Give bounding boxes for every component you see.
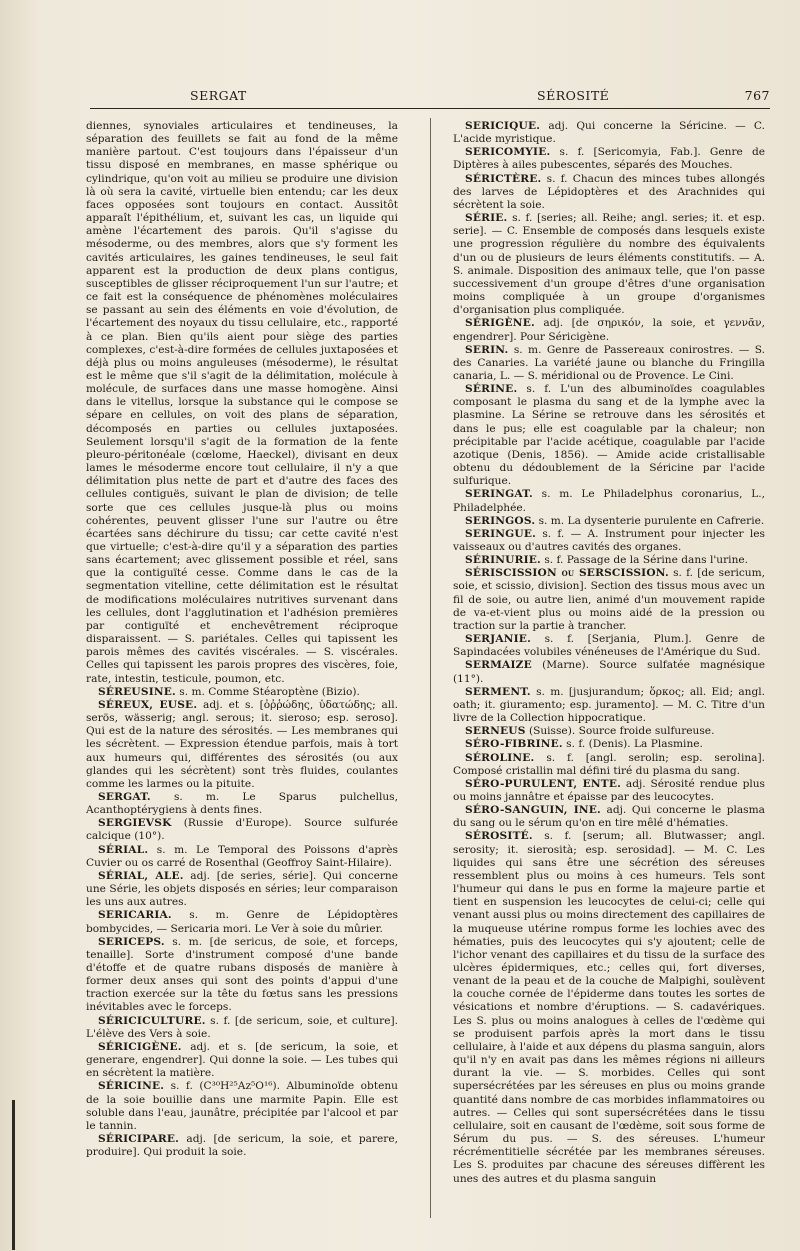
- entry-headword: SERINGUE.: [465, 527, 537, 540]
- entry-definition: (Russie d'Europe). Source sulfurée calcique (10°).: [86, 817, 398, 843]
- dictionary-entry: [453, 830, 765, 1185]
- entry-headword: SÉRICINE.: [98, 1080, 165, 1093]
- header-center-word: SÉROSITÉ: [537, 88, 610, 103]
- entry-definition: s. f. — A. Instrument pour injecter les vaisseaux ou d'autres cavités des organes.: [453, 527, 765, 553]
- entry-definition: s. f. [Sericomyia, Fab.]. Genre de Diptères à ailes pubescentes, séparés des Mouches.: [453, 146, 765, 172]
- entry-headword: SERNEUS: [465, 725, 526, 738]
- dictionary-entry: [86, 909, 398, 935]
- dictionary-entry: [86, 817, 398, 843]
- entry-definition: s. f. [serum; all. Blutwasser; angl. serosity; it. sierosità; esp. serosidad]. — M. C. Les liquides qui sans être une sécrétion des séreuses ressemblent plus ou moins à ces humeurs. Tels sont l'humeur qui dans le pus en forme la majeure partie et tient en suspension les leucocytes de celui-ci; celle qui venant aussi plus ou moins directement des capillaires de la muqueuse utérine rompus forme les lochies avec des hématies, puis des leucocytes qui s'y ajoutent; celle de l'ichor venant des capillaires et du tissu de la surface des ulcères épidermiques, etc.; celles qui, fort diverses, venant de la peau et de la couche de Malpighi, soulèvent la couche cornée de l'épiderme dans toutes les sortes de vésications et nombre d'éruptions. — S. cadavériques. Les S. plus ou moins analogues à celles de l'œdème qui se produisent parfois après la mort dans le tissu cellulaire, à l'aide et aux dépens du plasma sanguin, alors qu'il n'y en avait pas dans les mêmes régions ni ailleurs durant la vie. — S. morbides. Celles qui sont supersécrétées par les séreuses en plus ou moins grande quantité dans nombre de cas morbides inflammatoires ou autres. — Celles qui sont supersécrétées dans le tissu cellulaire, soit en causant de l'œdème, soit sous forme de Sérum du pus. — S. des séreuses. L'humeur récrémentitielle sécrétée par les membranes séreuses. Les S. produites par chacune des séreuses diffèrent les unes des autres et du plasma sanguin: [453, 830, 765, 1185]
- dictionary-entry: [453, 686, 765, 725]
- entry-definition: s. f. (C³⁰H²⁵Az⁵O¹⁶). Albuminoïde obtenu de la soie bouillie dans une marmite Papin. Elle est soluble dans l'eau, jaunâtre, précipitée par l'alcool et par le tannin.: [86, 1080, 398, 1132]
- running-header: [50, 88, 770, 110]
- entry-definition: adj. Qui concerne le plasma du sang ou le sérum qu'on en tire mêlé d'hématies.: [453, 804, 765, 830]
- dictionary-entry: [453, 567, 765, 633]
- entry-definition: adj. [de sericum, la soie, et parere, produire]. Qui produit la soie.: [86, 1133, 398, 1159]
- dictionary-entry: [453, 344, 765, 383]
- page-number: 767: [744, 88, 770, 103]
- entry-definition: diennes, synoviales articulaires et tendineuses, la séparation des feuillets se fait au fond de la même manière partout. C'est toujours dans l'épaisseur d'un tissu disposé en membranes, en masse sphérique ou cylindrique, qu'on voit au milieu se produire une division là où sera la cavité, virtuelle bien entendu; car les deux faces opposées sont toujours en contact. Aussitôt apparaît l'épithélium, et, suivant les cas, un liquide qui amène l'écartement des parois. Qu'il s'agisse du mésoderme, ou des membres, alors que s'y forment les cavités articulaires, les gaines tendineuses, le seul fait apparent est la production de deux plans contigus, susceptibles de glisser réciproquement l'un sur l'autre; et ce fait est la conséquence de phénomènes moléculaires se passant au sein des éléments en voie d'évolution, de l'écartement des noyaux du tissu cellulaire, etc., rapporté à ce plan. Bien qu'ils aient pour siège des parties complexes, c'est-à-dire formées de cellules juxtaposées et déjà plus ou moins anguleuses (mésoderme), le résultat est le même que s'il s'agit de la délimitation, molécule à molécule, de surfaces dans une masse homogène. Ainsi dans le vitellus, lorsque la substance qui le compose se sépare en cellules, on voit des plans de séparation, décomposés en parties ou cellules juxtaposées. Seulement lorsqu'il s'agit de la formation de la fente pleuro-péritonéale (cœlome, Haeckel), divisant en deux lames le mésoderme encore tout cellulaire, il n'y a que délimitation plus nette de part et d'autre des faces des cellules contiguës, suivant le plan de division; de telle sorte que ces cellules jusque-là plus ou moins cohérentes, peuvent glisser l'une sur l'autre ou être écartées sans déchirure du tissu; car cette cavité n'est que virtuelle; c'est-à-dire qu'il y a séparation des parties sans écartement; avec glissement possible et réel, sans que la contiguïté cesse. Comme dans le cas de la segmentation vitelline, cette délimitation est le résultat de modifications moléculaires nutritives survenant dans les cellules, dont l'agglutination et l'adhésion premières par contiguïté et enchevêtrement réciproque disparaissent. — S. pariétales. Celles qui tapissent les parois mêmes des cavités viscérales. — S. viscérales. Celles qui tapissent les parois propres des viscères, foie, rate, intestin, testicule, poumon, etc.: [86, 120, 398, 685]
- entry-definition: s. m. Le Sparus pulchellus, Acanthoptérygiens à dents fines.: [86, 790, 398, 817]
- entry-definition: adj. Qui concerne la Séricine. — C. L'acide myristique.: [453, 120, 765, 146]
- entry-definition: (Suisse). Source froide sulfureuse.: [528, 725, 715, 738]
- entry-headword: SÉRICTÈRE.: [465, 172, 542, 185]
- entry-definition: s. m. Comme Stéaroptène (Bizio).: [179, 685, 360, 698]
- entry-definition: adj. [de series, série]. Qui concerne une Série, les objets disposés en séries; leur comparaison les uns aux autres.: [86, 869, 398, 909]
- entry-definition: adj. [de σηρικόν, la soie, et γεννᾶν, engendrer]. Pour Séricigène.: [453, 317, 765, 343]
- dictionary-entry: [86, 686, 398, 699]
- dictionary-entry: [453, 528, 765, 554]
- entry-headword: SÉROSITÉ.: [465, 830, 533, 843]
- entry-definition: s. f. Passage de la Sérine dans l'urine.: [544, 554, 749, 567]
- entry-definition: adj. Sérosité rendue plus ou moins jannâtre et épaisse par des leucocytes.: [453, 777, 765, 803]
- header-rule: [90, 108, 770, 109]
- entry-headword: SÉRINE.: [465, 383, 518, 396]
- entry-headword: SERJANIE.: [465, 633, 531, 646]
- entry-definition: s. f. [de sericum, soie, et culture]. L'élève des Vers à soie.: [86, 1014, 398, 1040]
- entry-definition: s. m. Genre de Lépidoptères bombycides, — Sericaria mori. Le Ver à soie du mûrier.: [86, 909, 398, 935]
- header-left-word: SERGAT: [190, 88, 247, 103]
- entry-headword: SERGIEVSK: [98, 817, 172, 830]
- entry-definition: s. f. [angl. serolin; esp. serolina]. Composé cristallin mal défini tiré du plasma du sang.: [453, 751, 765, 777]
- entry-definition: s. f. (Denis). La Plasmine.: [566, 738, 703, 751]
- entry-headword: SERICIQUE.: [465, 120, 541, 132]
- dictionary-entry: [453, 383, 765, 488]
- dictionary-entry: [86, 936, 398, 1015]
- dictionary-entry: [453, 317, 765, 343]
- entry-headword: SÉRIAL.: [98, 843, 149, 856]
- dictionary-entry: [453, 778, 765, 804]
- entry-headword: SERINGAT.: [465, 488, 533, 501]
- entry-definition: s. m. [de sericus, de soie, et forceps, tenaille]. Sorte d'instrument composé d'une bande d'étoffe et de quatre rubans disposés de manière à former deux anses qui sont des points d'appui d'une traction exercée sur la tête du fœtus sans les pressions inévitables avec le forceps.: [86, 935, 398, 1014]
- dictionary-entry: [453, 515, 765, 528]
- entry-definition: s. f. [Serjania, Plum.]. Genre de Sapindacées volubiles vénéneuses de l'Amérique du Sud.: [453, 633, 765, 659]
- left-column: [86, 120, 398, 1215]
- dictionary-entry: [453, 659, 765, 685]
- entry-headword: SERICARIA.: [98, 909, 172, 922]
- dictionary-entry: [453, 554, 765, 567]
- entry-headword: SÉRIE.: [465, 212, 508, 225]
- dictionary-entry: [453, 752, 765, 778]
- dictionary-entry: [453, 212, 765, 317]
- dictionary-entry: [453, 738, 765, 751]
- entry-definition: s. m. Le Philadelphus coronarius, L., Philadelphée.: [453, 488, 765, 514]
- entry-headword: SERGAT.: [98, 790, 151, 803]
- entry-headword: SÉREUX, EUSE.: [98, 698, 198, 711]
- entry-definition: (Marne). Source sulfatée magnésique (11°).: [453, 659, 765, 685]
- dictionary-entry: [86, 1080, 398, 1133]
- entry-headword: SÉRO-FIBRINE.: [465, 738, 563, 751]
- entry-headword: SÉRO-SANGUIN, INE.: [465, 804, 601, 817]
- entry-headword: SÉRICICULTURE.: [98, 1014, 206, 1027]
- entry-headword: SÉRO-PURULENT, ENTE.: [465, 777, 621, 790]
- dictionary-entry: [453, 173, 765, 212]
- entry-headword: SÉRICIPARE.: [98, 1133, 180, 1146]
- dictionary-entry: [453, 804, 765, 830]
- entry-definition: adj. et s. [ὀῤῥώδης, ὑδατώδης; all. serös, wässerig; angl. serous; it. sieroso; esp. seroso]. Qui est de la nature des sérosités. — Les membranes qui les sécrètent. — Expression étendue parfois, mais à tort aux humeurs qui, différentes des sérosités (ou aux glandes qui les sécrètent) sont très fluides, coulantes comme les larmes ou la pituite.: [86, 698, 398, 790]
- dictionary-entry: [453, 633, 765, 659]
- dictionary-entry: [86, 844, 398, 870]
- dictionary-entry: [86, 791, 398, 817]
- entry-headword: SERIN.: [465, 343, 509, 356]
- entry-definition: s. f. Chacun des minces tubes allongés des larves de Lépidoptères et des Arachnides qui sécrètent la soie.: [453, 172, 765, 211]
- column-divider: [430, 118, 431, 1218]
- entry-headword: SÉRICIGÈNE.: [98, 1040, 182, 1053]
- entry-headword: SÉRIAL, ALE.: [98, 869, 184, 882]
- dictionary-entry: [86, 1015, 398, 1041]
- dictionary-entry: [453, 488, 765, 514]
- right-column: [453, 120, 765, 1215]
- entry-definition: s. m. Le Temporal des Poissons d'après Cuvier ou os carré de Rosenthal (Geoffroy Saint-Hilaire).: [86, 843, 398, 869]
- dictionary-entry: [453, 120, 765, 146]
- dictionary-entry: [86, 1133, 398, 1159]
- entry-headword: SÉRIGÈNE.: [465, 317, 535, 330]
- dictionary-entry: [86, 1041, 398, 1080]
- entry-definition: s. f. L'un des albuminoïdes coagulables composant le plasma du sang et de la lymphe avec la plasmine. La Sérine se retrouve dans les sérosités et dans le pus; elle est coagulable par la chaleur; non précipitable par l'acide acétique, coagulable par l'acide azotique (Denis, 1856). — Amide acide cristallisable obtenu du dédoublement de la Séricine par l'acide sulfurique.: [453, 383, 765, 488]
- entry-headword: SERINGOS.: [465, 514, 536, 527]
- entry-definition: s. m. Genre de Passereaux conirostres. — S. des Canaries. La variété jaune ou blanche du Fringilla canaria, L. — S. méridional ou de Provence. Le Cini.: [453, 343, 765, 382]
- entry-headword: SÉRINURIE.: [465, 554, 541, 567]
- entry-definition: s. m. [jusjurandum; ὅρκος; all. Eid; angl. oath; it. giuramento; esp. juramento]. — M. C. Titre d'un livre de la Collection hippocratique.: [453, 685, 765, 725]
- dictionary-entry: [453, 146, 765, 172]
- entry-headword: SÉROLINE.: [465, 751, 535, 764]
- entry-headword: SERMAIZE: [465, 659, 532, 672]
- entry-headword: SÉRISCISSION ou SERSCISSION.: [465, 567, 669, 580]
- entry-definition: s. f. [series; all. Reihe; angl. series; it. et esp. serie]. — C. Ensemble de composés dans lesquels existe une progression régulière du nombre des équivalents d'un ou de plusieurs de leurs éléments constitutifs. — A. S. animale. Disposition des animaux telle, que l'on passe successivement d'un groupe d'êtres d'une organisation moins compliquée à un groupe d'organismes d'organisation plus compliquée.: [453, 212, 765, 317]
- dictionary-entry: [86, 120, 398, 686]
- binding-edge: [12, 1100, 15, 1250]
- entry-definition: s. f. [de sericum, soie, et scissio, division]. Section des tissus mous avec un fil de soie, ou autre lien, animé d'un mouvement rapide de va-et-vient plus ou moins aidé de la pression ou traction sur la partie à trancher.: [453, 567, 765, 632]
- entry-headword: SERICOMYIE.: [465, 146, 551, 159]
- dictionary-entry: [86, 699, 398, 791]
- entry-headword: SÉREUSINE.: [98, 685, 176, 698]
- dictionary-entry: [86, 870, 398, 909]
- dictionary-entry: [453, 725, 765, 738]
- entry-headword: SERMENT.: [465, 685, 531, 698]
- entry-definition: adj. et s. [de sericum, la soie, et generare, engendrer]. Qui donne la soie. — Les tubes qui en sécrètent la matière.: [86, 1040, 398, 1080]
- entry-definition: s. m. La dysenterie purulente en Cafrerie.: [538, 514, 765, 527]
- entry-headword: SERICEPS.: [98, 935, 165, 948]
